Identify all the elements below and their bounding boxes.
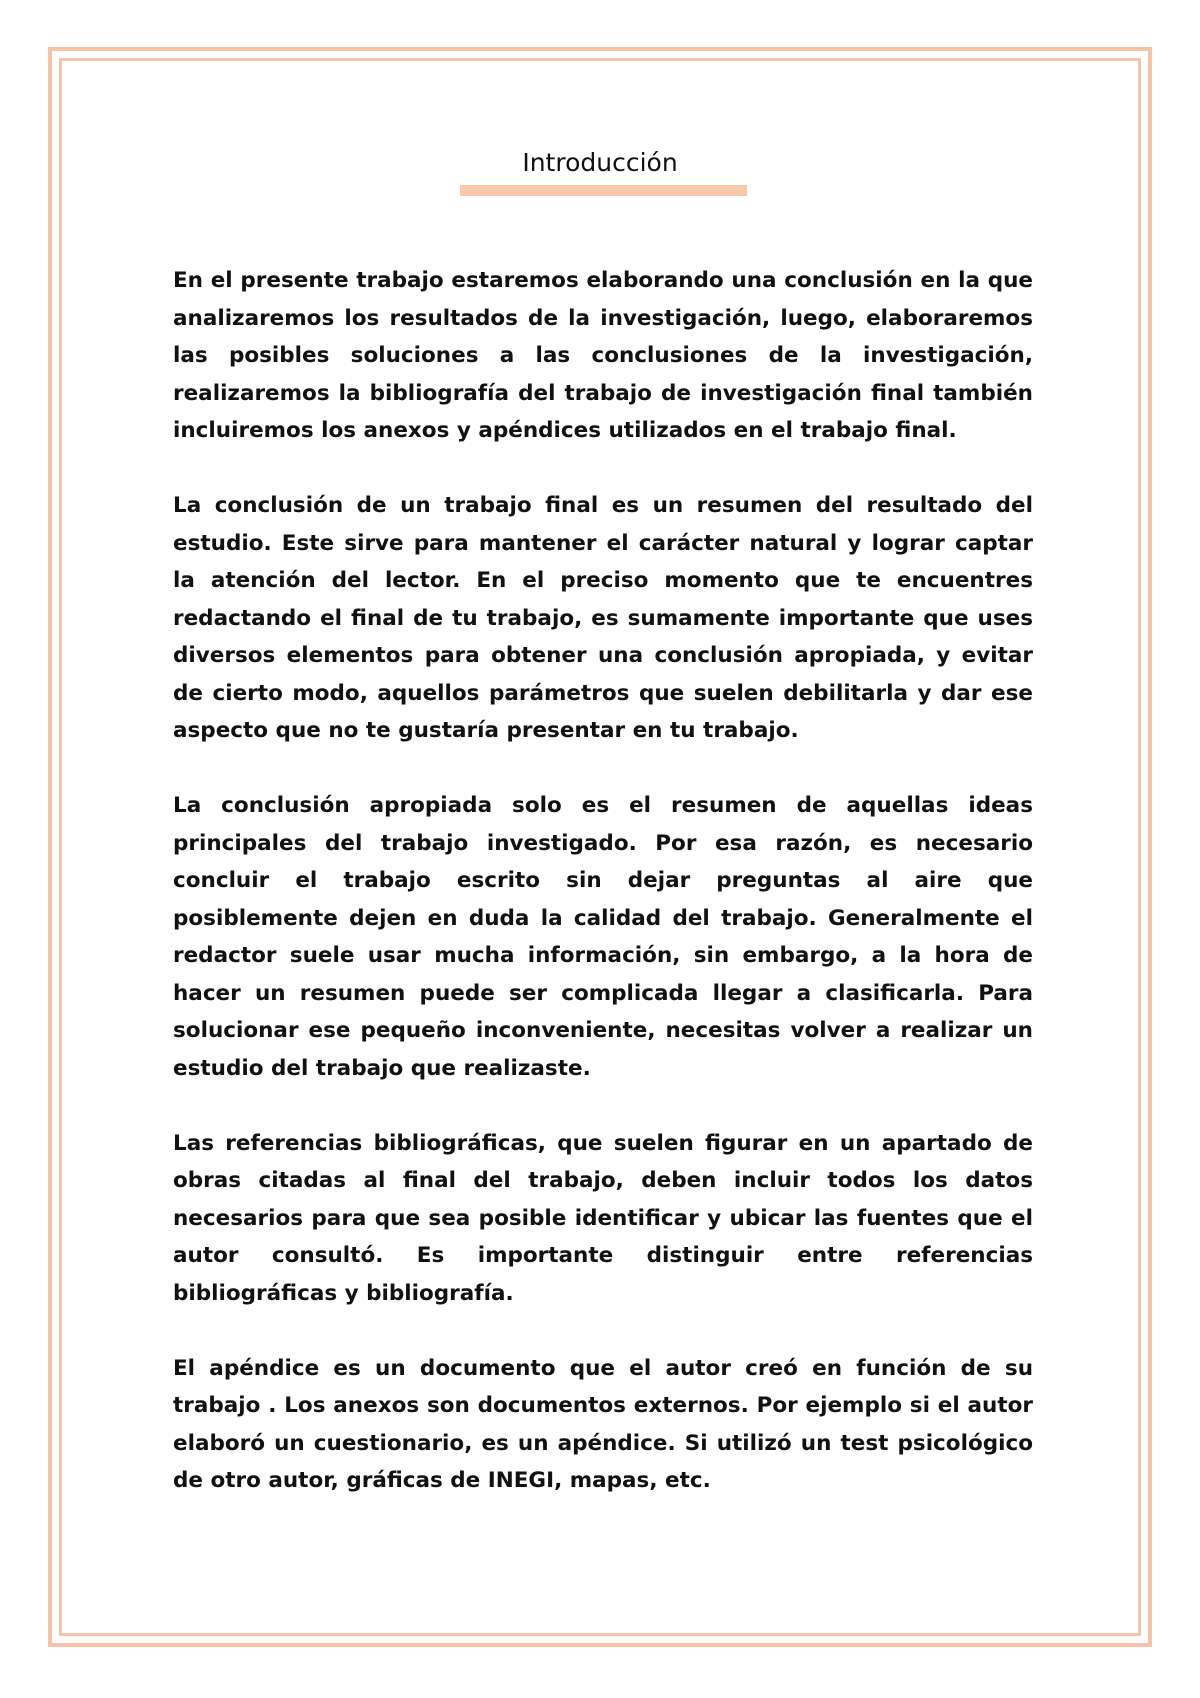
paragraph-appendix: El apéndice es un documento que el autor creó en función de su trabajo . Los anexos son documentos externos. Por ejemplo si el autor elaboró un cuestionario, es un apéndice. Si utilizó un test psicológico de otro autor, gráficas de INEGI, mapas, etc. (173, 1355, 1033, 1493)
paragraph-intro: En el presente trabajo estaremos elaborando una conclusión en la que analizaremos los resultados de la investigación, luego, elaboraremos las posibles soluciones a las conclusiones de la investigación, realizaremos la bibliografía del trabajo de investigación final también incluiremos los anexos y apéndices utilizados en el trabajo final. (173, 268, 1033, 443)
title-underline-bar (460, 185, 747, 196)
paragraph-appropriate-conclusion: La conclusión apropiada solo es el resumen de aquellas ideas principales del trabajo investigado. Por esa razón, es necesario concluir el trabajo escrito sin dejar preguntas al aire que posiblemente dejen en duda la calidad del trabajo. Generalmente el redactor suele usar mucha información, sin embargo, a la hora de hacer un resumen puede ser complicada llegar a clasificarla. Para solucionar ese pequeño inconveniente, necesitas volver a realizar un estudio del trabajo que realizaste. (173, 793, 1033, 1081)
document-title: Introducción (522, 148, 678, 177)
paragraph-conclusion: La conclusión de un trabajo final es un resumen del resultado del estudio. Este sirve para mantener el carácter natural y lograr captar la atención del lector. En el preciso momento que te encuentres redactando el final de tu trabajo, es sumamente importante que uses diversos elementos para obtener una conclusión apropiada, y evitar de cierto modo, aquellos parámetros que suelen debilitarla y dar ese aspecto que no te gustaría presentar en tu trabajo. (173, 493, 1033, 743)
document-body (173, 262, 1033, 1500)
paragraph-references: Las referencias bibliográficas, que suelen figurar en un apartado de obras citadas al final del trabajo, deben incluir todos los datos necesarios para que sea posible identificar y ubicar las fuentes que el autor consultó. Es importante distinguir entre referencias bibliográficas y bibliografía. (173, 1130, 1033, 1306)
